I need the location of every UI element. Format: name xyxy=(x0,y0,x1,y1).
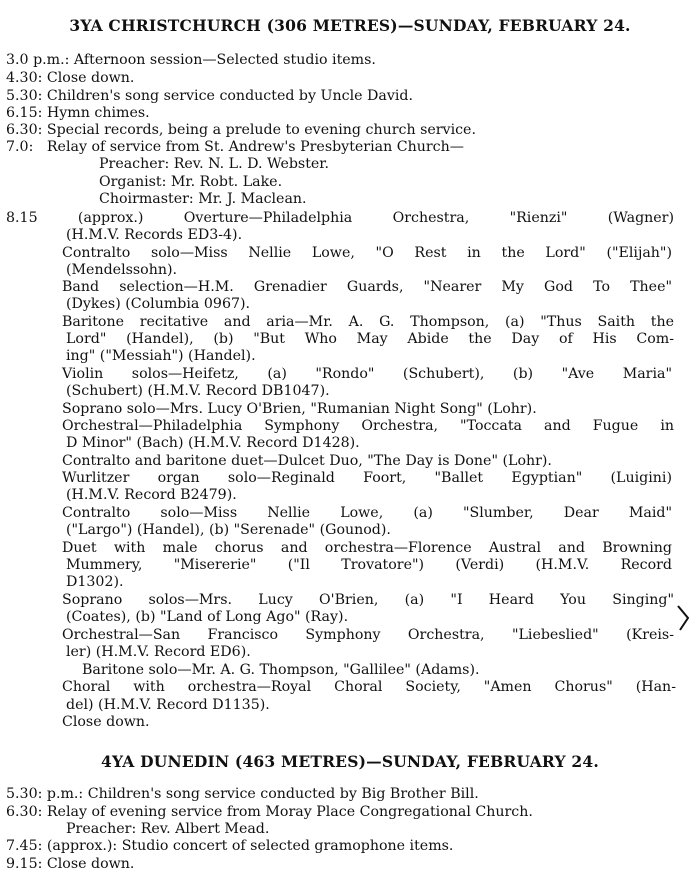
program-line: (H.M.V. Records ED3-4). xyxy=(66,227,243,243)
program-line: 6.30: Special records, being a prelude to evening church service. xyxy=(6,122,476,138)
section-heading-3ya: 3YA CHRISTCHURCH (306 METRES)—SUNDAY, FEBRUARY 24. xyxy=(69,16,631,35)
program-line: 7.0: Relay of service from St. Andrew's Presbyterian Church— xyxy=(6,139,464,155)
program-line: Contralto and baritone duet—Dulcet Duo, "The Day is Done" (Lohr). xyxy=(62,453,552,469)
program-line: Contralto solo—Miss Nellie Lowe, "O Rest in the Lord" ("Elijah") xyxy=(62,245,672,261)
program-line: del) (H.M.V. Record D1135). xyxy=(66,697,270,713)
program-line: Baritone recitative and aria—Mr. A. G. Thompson, (a) "Thus Saith the xyxy=(62,314,674,330)
program-line: (Mendelssohn). xyxy=(66,262,178,278)
margin-mark-icon xyxy=(676,604,694,632)
program-line: Orchestral—Philadelphia Symphony Orchestra, "Toccata and Fugue in xyxy=(62,418,674,434)
program-line: Choirmaster: Mr. J. Maclean. xyxy=(99,191,307,207)
program-line: 4.30: Close down. xyxy=(6,70,135,86)
program-line: Soprano solos—Mrs. Lucy O'Brien, (a) "I Heard You Singing" xyxy=(62,592,674,608)
program-line: (Coates), (b) "Land of Long Ago" (Ray). xyxy=(66,609,349,625)
program-line: Contralto solo—Miss Nellie Lowe, (a) "Slumber, Dear Maid" xyxy=(62,505,672,521)
program-line: 5.30: Children's song service conducted by Uncle David. xyxy=(6,88,413,104)
program-line: 6.30: Relay of evening service from Moray Place Congregational Church. xyxy=(6,804,533,820)
section-heading-4ya: 4YA DUNEDIN (463 METRES)—SUNDAY, FEBRUARY 24. xyxy=(101,752,599,771)
program-line: Duet with male chorus and orchestra—Florence Austral and Browning xyxy=(62,540,672,556)
program-line: 3.0 p.m.: Afternoon session—Selected studio items. xyxy=(6,52,376,68)
program-line: (Dykes) (Columbia 0967). xyxy=(66,296,251,312)
program-line: 7.45: (approx.): Studio concert of selected gramophone items. xyxy=(6,838,454,854)
program-line: Wurlitzer organ solo—Reginald Foort, "Ballet Egyptian" (Luigini) xyxy=(62,470,672,486)
program-line: (Schubert) (H.M.V. Record DB1047). xyxy=(66,383,330,399)
program-line: 5.30: p.m.: Children's song service conducted by Big Brother Bill. xyxy=(6,786,479,802)
program-line: Lord" (Handel), (b) "But Who May Abide the Day of His Com- xyxy=(66,331,674,347)
program-line: ler) (H.M.V. Record ED6). xyxy=(66,644,251,660)
program-line: Orchestral—San Francisco Symphony Orchestra, "Liebeslied" (Kreis- xyxy=(62,627,674,643)
program-line: Baritone solo—Mr. A. G. Thompson, "Gallilee" (Adams). xyxy=(82,662,480,678)
program-line: D1302). xyxy=(66,574,124,590)
program-line: Soprano solo—Mrs. Lucy O'Brien, "Rumanian Night Song" (Lohr). xyxy=(62,401,537,417)
program-line: 8.15 (approx.) Overture—Philadelphia Orchestra, "Rienzi" (Wagner) xyxy=(6,210,674,226)
program-line: Preacher: Rev. Albert Mead. xyxy=(66,821,270,837)
program-line: Mummery, "Misererie" ("Il Trovatore") (Verdi) (H.M.V. Record xyxy=(66,557,672,573)
program-line: Band selection—H.M. Grenadier Guards, "Nearer My God To Thee" xyxy=(62,279,672,295)
program-line: 9.15: Close down. xyxy=(6,856,135,872)
program-line: ("Largo") (Handel), (b) "Serenade" (Gounod). xyxy=(66,522,391,538)
program-line: Choral with orchestra—Royal Choral Society, "Amen Chorus" (Han- xyxy=(62,679,676,695)
program-line: Preacher: Rev. N. L. D. Webster. xyxy=(99,156,330,172)
program-line: ing" ("Messiah") (Handel). xyxy=(66,348,256,364)
program-line: (H.M.V. Record B2479). xyxy=(66,487,237,503)
program-line: 6.15: Hymn chimes. xyxy=(6,105,150,121)
program-line: Violin solos—Heifetz, (a) "Rondo" (Schubert), (b) "Ave Maria" xyxy=(62,366,672,382)
program-line: Organist: Mr. Robt. Lake. xyxy=(99,174,283,190)
program-line: D Minor" (Bach) (H.M.V. Record D1428). xyxy=(66,435,360,451)
program-line: Close down. xyxy=(62,714,150,730)
